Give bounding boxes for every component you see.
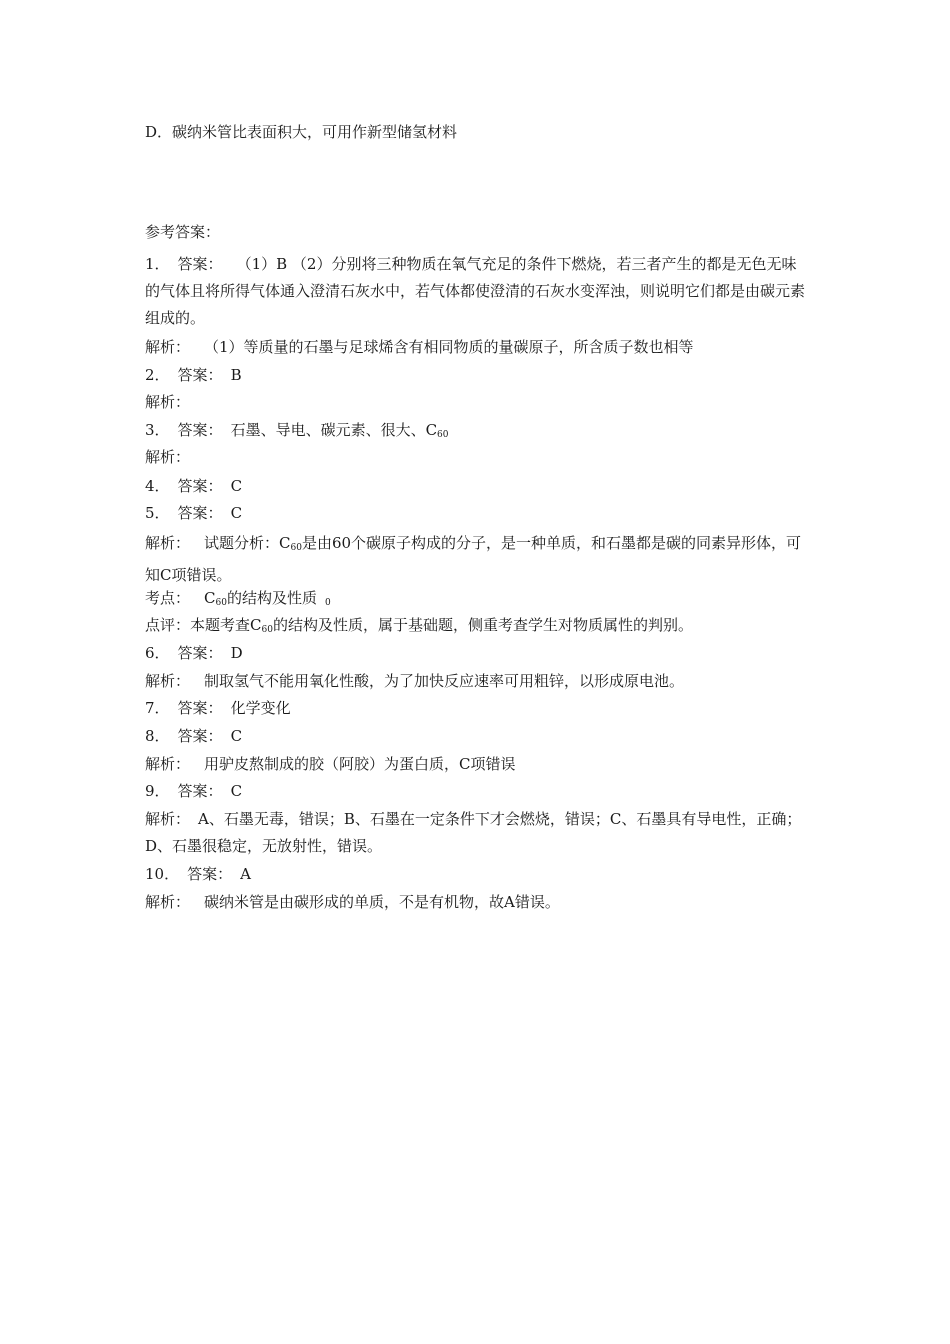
answer-label: 答案： [177,504,223,522]
item-6-answer [145,643,243,663]
item-5-kaodian-pre: C [204,589,216,607]
item-9-answer [145,781,242,801]
item-3-number: 3． [145,421,170,439]
item-1-number: 1． [145,255,170,273]
item-5-analysis-post: 是由60个碳原子构成的分子，是一种单质，和石墨都是碳的同素异形体，可知C项错误。 [145,534,802,584]
item-3-answer [145,420,449,445]
item-8-number: 8． [145,727,170,745]
item-3-answer-text: 石墨、导电、碳元素、很大、C [230,421,438,439]
kaodian-label: 考点： [145,589,191,607]
item-5-analysis-subscript: 60 [290,543,302,553]
item-9-analysis [145,806,810,860]
answer-label: 答案： [177,421,223,439]
item-2-answer [145,365,242,385]
item-8-answer [145,726,242,746]
item-3-analysis [145,447,190,467]
item-5-answer-text: C [230,504,243,522]
answer-label: 答案： [177,644,223,662]
item-10-answer-text: A [240,865,251,883]
item-5-dianping-post: 的结构及性质，属于基础题，侧重考查学生对物质属性的判别。 [272,616,693,634]
analysis-label: 解析： [145,534,191,552]
analysis-label: 解析： [145,448,191,466]
item-1-analysis-text: （1）等质量的石墨与足球烯含有相同物质的量碳原子，所含质子数也相等 [204,338,694,356]
answer-label: 答案： [177,727,223,745]
item-5-number: 5． [145,504,170,522]
item-1-answer-text: （1）B （2）分别将三种物质在氧气充足的条件下燃烧，若三者产生的都是无色无味的气体且将所得气体通入澄清石灰水中，若气体都使澄清的石灰水变浑浊，则说明它们都是由碳元素组成的。 [145,255,806,327]
item-5-analysis [145,530,810,589]
item-9-number: 9． [145,782,170,800]
answer-label: 答案： [177,255,223,273]
option-d: D．碳纳米管比表面积大，可用作新型储氢材料 [145,123,458,141]
item-8-analysis-text: 用驴皮熬制成的胶（阿胶）为蛋白质，C项错误 [204,755,516,773]
item-10-analysis [145,892,560,912]
item-6-analysis [145,671,684,691]
answer-label: 答案： [187,865,233,883]
item-8-analysis [145,754,516,774]
item-8-answer-text: C [230,727,243,745]
analysis-label: 解析： [145,810,191,828]
item-5-dianping-pre: 本题考查C [190,616,262,634]
item-6-analysis-text: 制取氢气不能用氧化性酸，为了加快反应速率可用粗锌，以形成原电池。 [204,672,685,690]
item-5-dianping-subscript: 60 [261,625,273,635]
item-10-answer [145,864,251,884]
item-5-analysis-pre: 试题分析：C [204,534,291,552]
item-6-answer-text: D [230,644,243,662]
item-1-analysis [145,337,694,357]
analysis-label: 解析： [145,893,191,911]
reference-answer-title: 参考答案： [145,223,221,241]
item-9-answer-text: C [230,782,243,800]
item-10-number: 10． [145,865,180,883]
item-2-answer-text: B [230,366,242,384]
item-7-number: 7． [145,699,170,717]
item-10-analysis-text: 碳纳米管是由碳形成的单质，不是有机物，故A错误。 [204,893,560,911]
item-4-answer [145,476,242,496]
analysis-label: 解析： [145,393,191,411]
analysis-label: 解析： [145,672,191,690]
item-7-answer [145,698,291,718]
answer-label: 答案： [177,477,223,495]
analysis-label: 解析： [145,755,191,773]
item-4-answer-text: C [230,477,243,495]
answer-label: 答案： [177,366,223,384]
item-2-number: 2． [145,366,170,384]
answer-label: 答案： [177,699,223,717]
analysis-label: 解析： [145,338,191,356]
item-2-analysis [145,392,190,412]
item-4-number: 4． [145,477,170,495]
item-5-kaodian-subscript: 60 [215,598,227,608]
item-6-number: 6． [145,644,170,662]
item-7-answer-text: 化学变化 [230,699,291,717]
item-5-kaodian [145,588,331,613]
item-1-answer [145,251,810,332]
answer-label: 答案： [177,782,223,800]
item-5-dianping [145,615,693,640]
item-9-analysis-text: A、石墨无毒，错误；B、石墨在一定条件下才会燃烧，错误；C、石墨具有导电性，正确；D、石墨很稳定，无放射性，错误。 [145,810,802,855]
dianping-label: 点评： [145,616,191,634]
item-5-answer [145,503,242,523]
item-3-answer-subscript: 60 [437,430,449,440]
item-5-kaodian-post: 的结构及性质 [226,589,317,607]
item-5-kaodian-tail: 0 [324,598,331,608]
